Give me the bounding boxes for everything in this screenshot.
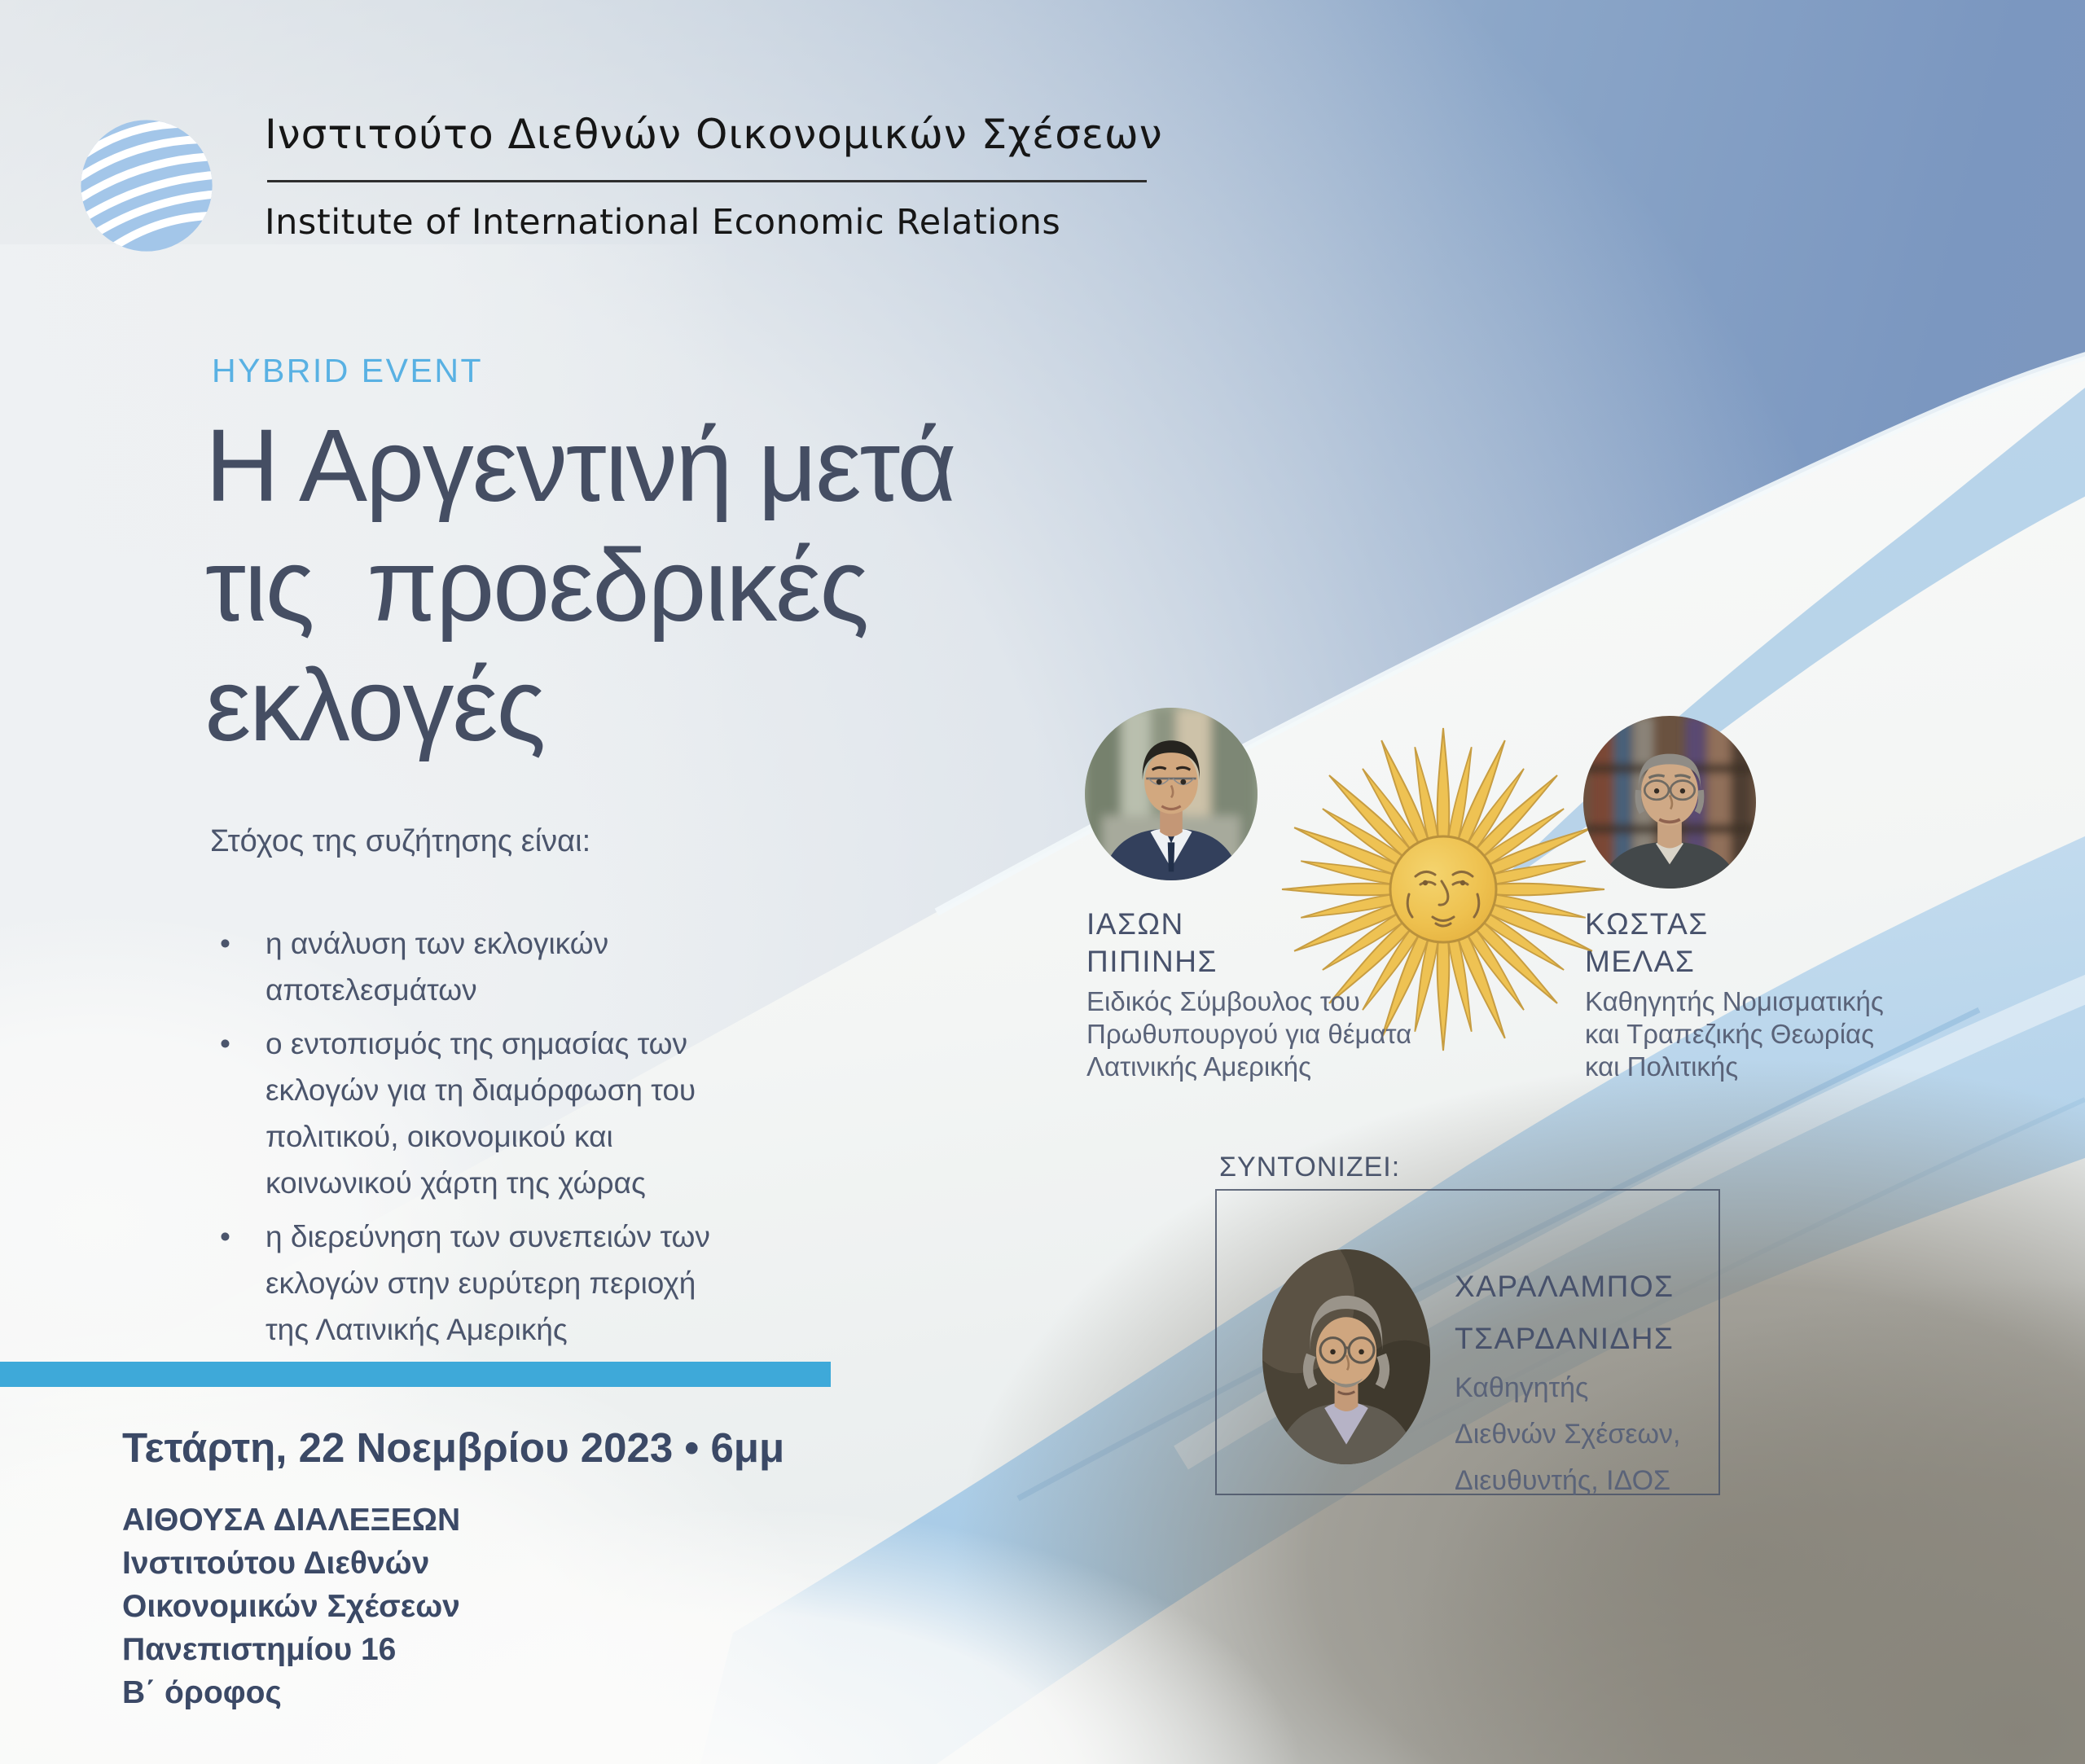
speaker-first-name: ΚΩΣΤΑΣ <box>1585 907 1709 941</box>
venue-address: Πανεπιστημίου 16 <box>122 1632 397 1667</box>
speaker-role-pipinis: Ειδικός Σύμβουλος του Πρωθυπουργού για θέματα Λατινικής Αμερικής <box>1086 986 1412 1082</box>
speaker-last-name: ΜΕΛΑΣ <box>1585 945 1696 978</box>
speaker-name-pipinis <box>1086 906 1218 981</box>
header-divider <box>267 180 1147 182</box>
moderator-role-line: Διεθνών Σχέσεων, <box>1455 1419 1681 1450</box>
org-name-english: Institute of International Economic Relations <box>265 202 1061 243</box>
discussion-goals-list <box>218 920 723 1360</box>
speaker-name-melas <box>1585 906 1709 981</box>
moderator-last-name: ΤΣΑΡΔΑΝΙΔΗΣ <box>1455 1322 1675 1355</box>
speaker-first-name: ΙΑΣΩΝ <box>1086 907 1184 941</box>
venue-hall: ΑΙΘΟΥΣΑ ΔΙΑΛΕΞΕΩΝ <box>122 1503 461 1538</box>
speaker-role-melas: Καθηγητής Νομισματικής και Τραπεζικής Θεωρίας και Πολιτικής <box>1585 986 1884 1082</box>
speaker-last-name: ΠΙΠΙΝΗΣ <box>1086 945 1218 978</box>
event-venue <box>122 1499 460 1714</box>
discussion-goal-intro: Στόχος της συζήτησης είναι: <box>210 824 591 858</box>
goal-item: • η ανάλυση των εκλογικών αποτελεσμάτων <box>218 920 723 1013</box>
event-title-line-2: τις προεδρικές <box>205 528 868 643</box>
moderator-name <box>1455 1261 1675 1365</box>
hybrid-event-badge: HYBRID EVENT <box>212 352 483 389</box>
moderator-photo-tsardanidis <box>1262 1249 1430 1464</box>
venue-line: Οικονομικών Σχέσεων <box>122 1589 460 1624</box>
institute-globe-logo <box>78 117 215 254</box>
moderator-role <box>1455 1365 1680 1504</box>
event-title-line-1: Η Αργεντινή μετά <box>205 408 955 523</box>
speaker-photo-pipinis <box>1085 708 1258 880</box>
org-name-greek: Ινστιτούτο Διεθνών Οικονομικών Σχέσεων <box>265 111 1163 158</box>
goal-item: • ο εντοπισμός της σημασίας των εκλογών για τη διαμόρφωση του πολιτικού, οικονομικού και κοινωνικού χάρτη της χώρας <box>218 1020 723 1206</box>
moderator-first-name: ΧΑΡΑΛΑΜΠΟΣ <box>1455 1270 1675 1303</box>
event-title <box>205 406 955 765</box>
event-datetime: Τετάρτη, 22 Νοεμβρίου 2023 • 6μμ <box>122 1424 785 1471</box>
moderator-role-line: Διευθυντής, ΙΔΟΣ <box>1455 1465 1671 1496</box>
speaker-photo-melas <box>1583 716 1756 889</box>
moderator-section-label: ΣΥΝΤΟΝΙΖΕΙ: <box>1219 1152 1401 1183</box>
goal-item: • η διερεύνηση των συνεπειών των εκλογών στην ευρύτερη περιοχή της Λατινικής Αμερικής <box>218 1213 723 1353</box>
accent-bar <box>0 1362 831 1387</box>
venue-line: Ινστιτούτου Διεθνών <box>122 1546 430 1581</box>
venue-floor: Β΄ όροφος <box>122 1675 282 1710</box>
event-title-line-3: εκλογές <box>205 647 545 762</box>
moderator-role-line: Καθηγητής <box>1455 1372 1589 1403</box>
